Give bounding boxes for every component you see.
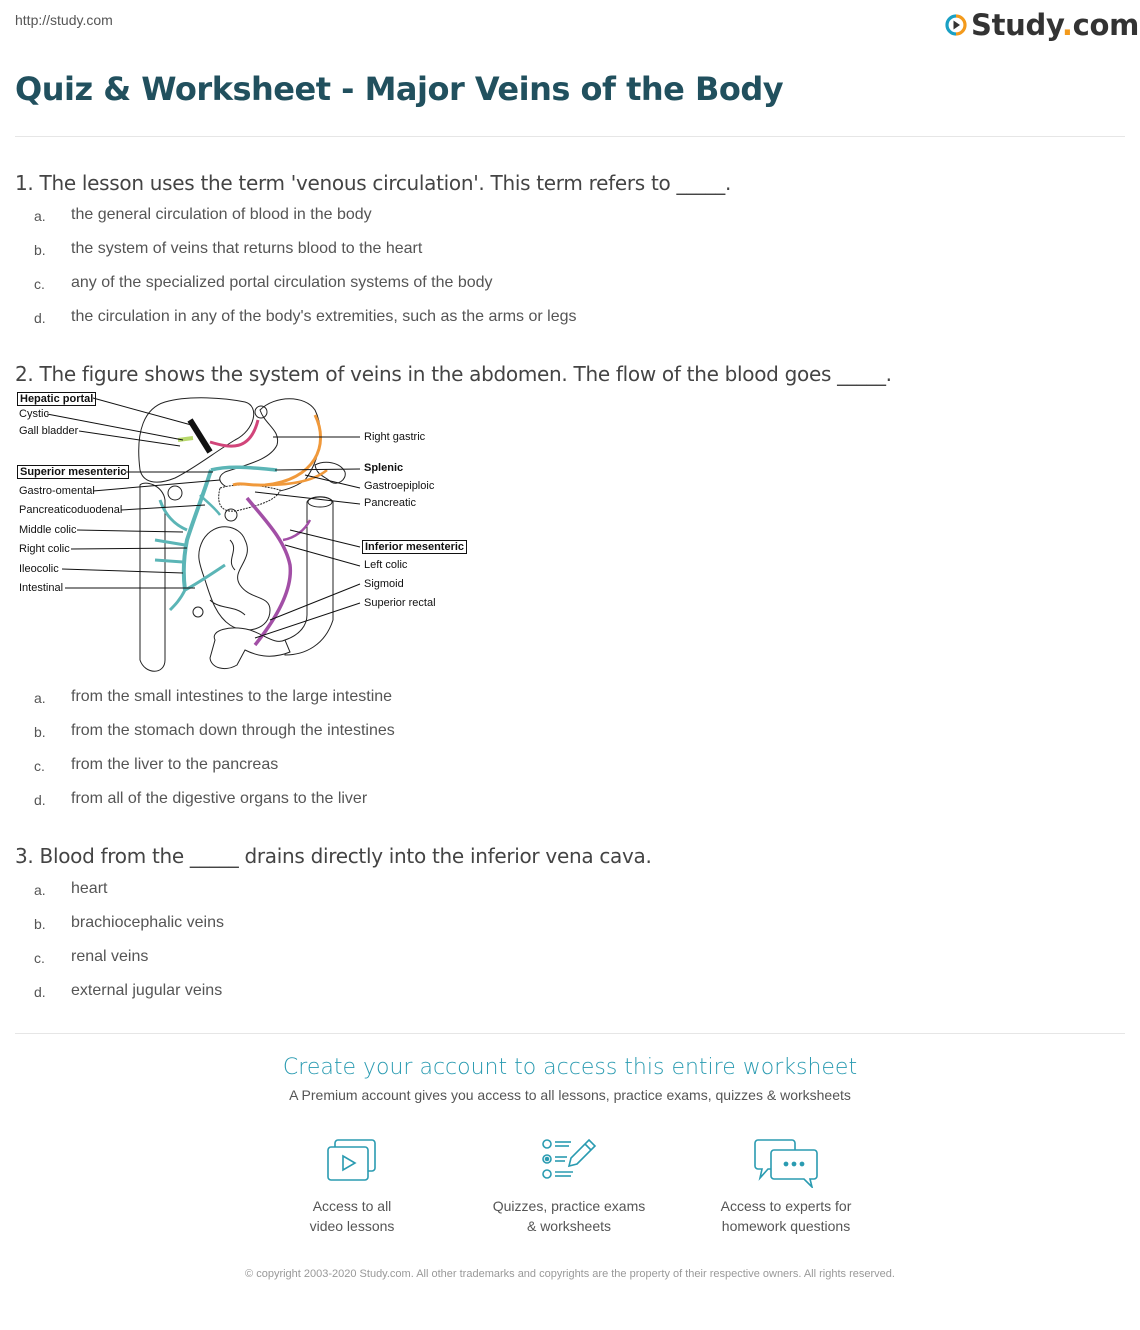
feature-quizzes [459,1138,679,1236]
question-1-answer-a [34,206,372,224]
question-3-answer-b [34,914,224,932]
source-url[interactable]: http://study.com [15,12,113,28]
figure-label-hepatic-portal: Hepatic portal [17,392,96,406]
answer-letter: b. [34,916,46,932]
answer-letter: c. [34,758,45,774]
question-3-title: 3. Blood from the _____ drains directly into the inferior vena cava. [15,844,652,868]
answer-text: heart [71,880,108,897]
figure-label-pancreaticoduodenal: Pancreaticoduodenal [19,504,123,516]
answer-letter: a. [34,208,46,224]
question-2-answer-d [34,790,367,808]
figure-label-right-colic: Right colic [19,543,70,555]
answer-text: any of the specialized portal circulation systems of the body [71,274,493,291]
feature-line-1: Access to experts for [720,1198,852,1214]
question-2-answer-c [34,756,278,774]
figure-label-sigmoid: Sigmoid [364,578,404,590]
answer-text: the system of veins that returns blood to the heart [71,240,423,257]
question-1-answer-b [34,240,422,258]
chat-bubbles-icon [754,1138,818,1188]
question-3-answer-c [34,948,148,966]
figure-label-superior-mesenteric: Superior mesenteric [17,465,129,479]
answer-letter: c. [34,276,45,292]
answer-letter: d. [34,310,46,326]
answer-text: the general circulation of blood in the body [71,206,372,223]
study-com-logo[interactable] [945,9,1139,41]
answer-letter: d. [34,984,46,1000]
abdominal-veins-figure [15,390,465,674]
answer-text: from all of the digestive organs to the liver [71,790,368,807]
feature-line-1: Quizzes, practice exams [492,1198,646,1214]
question-2-answer-a [34,688,392,706]
cta-divider [15,1033,1125,1034]
create-account-link[interactable]: Create your account to access this entire worksheet [282,1055,858,1080]
feature-line-2: & worksheets [526,1218,612,1234]
question-3-answer-a [34,880,107,898]
answer-text: from the stomach down through the intestines [71,722,395,739]
figure-label-gastroepiploic: Gastroepiploic [364,480,435,492]
figure-label-middle-colic: Middle colic [19,524,77,536]
cta-subtitle: A Premium account gives you access to all lessons, practice exams, quizzes & worksheets [289,1087,851,1103]
question-1-answer-d [34,308,577,326]
figure-label-left-colic: Left colic [364,559,408,571]
answer-letter: d. [34,792,46,808]
question-2-title: 2. The figure shows the system of veins in the abdomen. The flow of the blood goes _____. [15,362,892,386]
question-1-answer-c [34,274,493,292]
figure-label-right-gastric: Right gastric [364,431,426,443]
answer-letter: c. [34,950,45,966]
answer-letter: a. [34,690,46,706]
play-logo-icon [945,14,967,36]
feature-video-lessons [242,1138,462,1236]
feature-line-2: video lessons [309,1218,395,1234]
header-divider [15,136,1125,137]
answer-letter: b. [34,242,46,258]
feature-experts [676,1138,896,1236]
page-title: Quiz & Worksheet - Major Veins of the Body [15,70,784,108]
figure-label-cystic: Cystic [19,408,49,420]
answer-text: renal veins [71,948,149,965]
figure-label-gall-bladder: Gall bladder [19,425,79,437]
figure-label-pancreatic: Pancreatic [364,497,416,509]
quiz-checklist-icon [541,1138,597,1182]
figure-label-gastro-omental: Gastro-omental [19,485,95,497]
answer-letter: a. [34,882,46,898]
answer-text: brachiocephalic veins [71,914,224,931]
copyright-notice: © copyright 2003-2020 Study.com. All other trademarks and copyrights are the property of their respective owners. All rights reserved. [245,1268,895,1280]
figure-label-splenic: Splenic [364,462,404,474]
answer-text: the circulation in any of the body's extremities, such as the arms or legs [71,308,577,325]
feature-line-2: homework questions [721,1218,851,1234]
figure-label-superior-rectal: Superior rectal [364,597,436,609]
question-3-answer-d [34,982,222,1000]
answer-text: from the small intestines to the large intestine [71,688,393,705]
feature-line-1: Access to all [312,1198,392,1214]
answer-text: external jugular veins [71,982,223,999]
figure-label-inferior-mesenteric: Inferior mesenteric [362,540,467,554]
question-1-title: 1. The lesson uses the term 'venous circulation'. This term refers to _____. [15,171,732,195]
figure-label-intestinal: Intestinal [19,582,64,594]
figure-label-ileocolic: Ileocolic [19,563,59,575]
logo-wordmark: Study.com [971,8,1140,42]
answer-letter: b. [34,724,46,740]
video-lessons-icon [326,1138,378,1182]
question-2-answer-b [34,722,395,740]
answer-text: from the liver to the pancreas [71,756,279,773]
